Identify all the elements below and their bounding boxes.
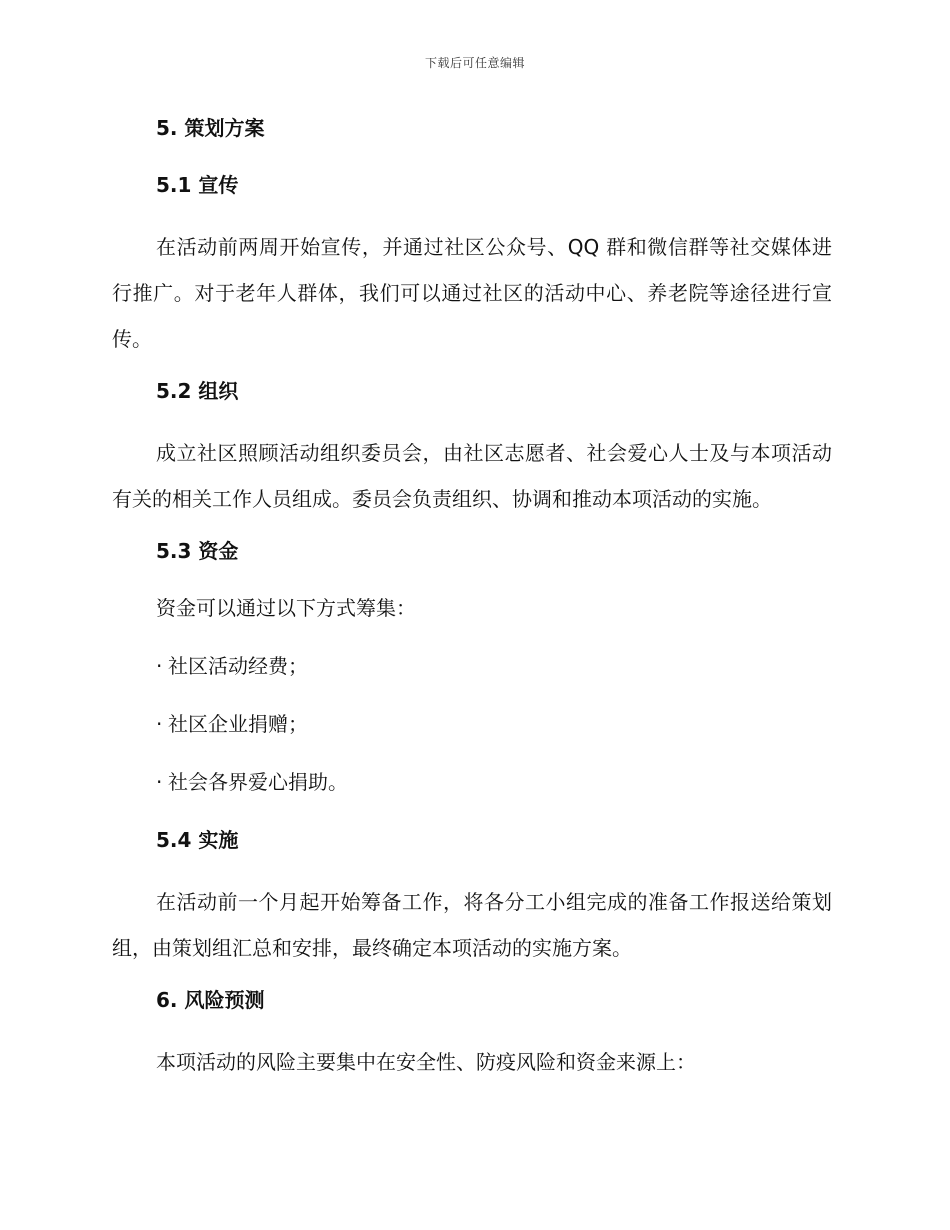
heading-6: 6. 风险预测 bbox=[156, 988, 265, 1012]
list-item-text: 社区活动经费； bbox=[168, 654, 308, 678]
paragraph-5-2: 成立社区照顾活动组织委员会，由社区志愿者、社会爱心人士及与本项活动有关的相关工作人员组成。委员会负责组织、协调和推动本项活动的实施。 bbox=[112, 441, 832, 511]
bullet-icon: · bbox=[156, 712, 163, 736]
paragraph-5-4: 在活动前一个月起开始筹备工作，将各分工小组完成的准备工作报送给策划组，由策划组汇总和安排，最终确定本项活动的实施方案。 bbox=[112, 890, 832, 960]
list-item bbox=[156, 648, 832, 684]
list-item bbox=[156, 764, 832, 800]
heading-5-2: 5.2 组织 bbox=[156, 379, 239, 403]
bullet-icon: · bbox=[156, 654, 163, 678]
list-item bbox=[156, 706, 832, 742]
heading-5: 5. 策划方案 bbox=[156, 116, 265, 140]
heading-5-4: 5.4 实施 bbox=[156, 828, 239, 852]
paragraph-6: 本项活动的风险主要集中在安全性、防疫风险和资金来源上： bbox=[156, 1050, 696, 1074]
paragraph-5-3-intro: 资金可以通过以下方式筹集： bbox=[156, 596, 416, 620]
heading-5-1: 5.1 宣传 bbox=[156, 173, 239, 197]
paragraph-5-1: 在活动前两周开始宣传，并通过社区公众号、QQ 群和微信群等社交媒体进行推广。对于老年人群体，我们可以通过社区的活动中心、养老院等途径进行宣传。 bbox=[112, 235, 832, 351]
bullet-icon: · bbox=[156, 770, 163, 794]
heading-5-3: 5.3 资金 bbox=[156, 539, 239, 563]
list-item-text: 社区企业捐赠； bbox=[168, 712, 308, 736]
header-note: 下载后可任意编辑 bbox=[424, 56, 525, 70]
list-item-text: 社会各界爱心捐助。 bbox=[168, 770, 348, 794]
document-body bbox=[112, 110, 832, 1096]
